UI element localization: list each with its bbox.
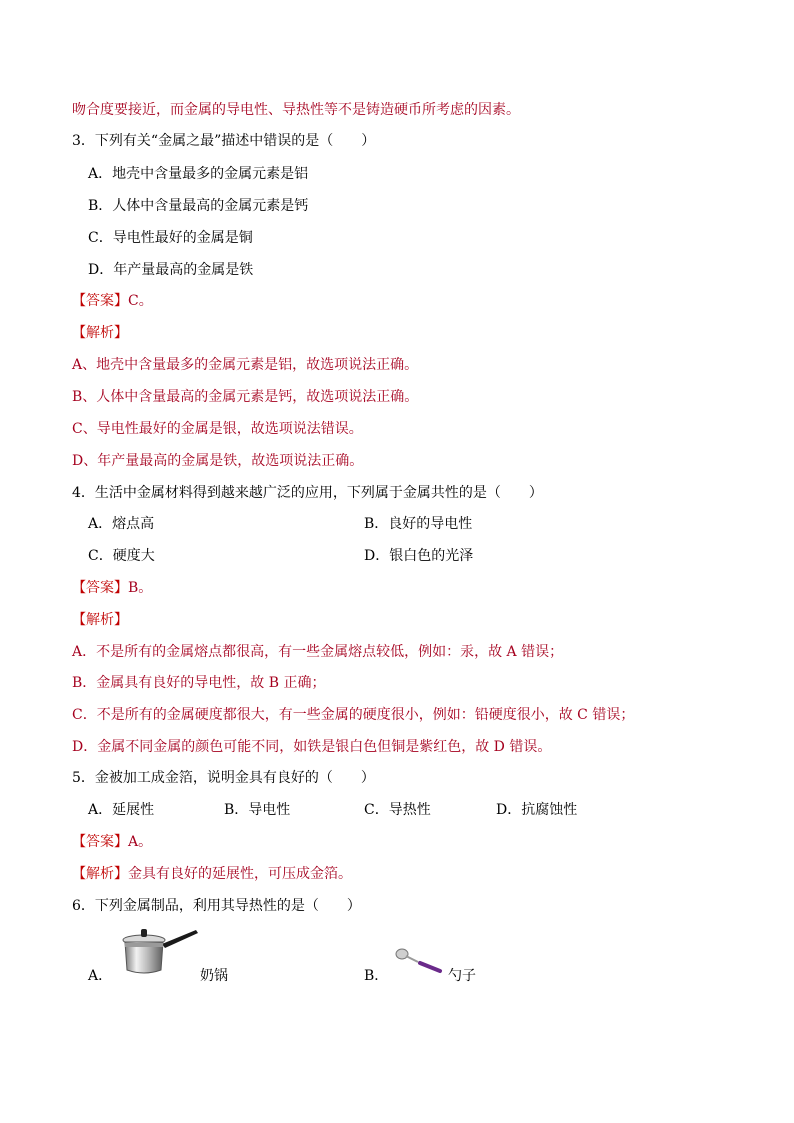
question-3-option-c: C．导电性最好的金属是铜 (88, 230, 253, 246)
question-5-option-d: D．抗腐蚀性 (496, 802, 578, 818)
question-4-option-b: B．良好的导电性 (364, 516, 473, 532)
question-6-option-b-letter: B． (364, 968, 389, 984)
question-5-analysis (72, 864, 352, 884)
question-5-stem: 5．金被加工成金箔，说明金具有良好的（ ） (72, 770, 375, 786)
question-3-stem: 3．下列有关“金属之最”描述中错误的是（ ） (72, 133, 376, 149)
question-3-option-a: A．地壳中含量最多的金属元素是铝 (88, 166, 309, 182)
question-4-analysis-b: B．金属具有良好的导电性，故 B 正确； (72, 675, 326, 691)
answer-tag: 【答案】 (72, 834, 128, 850)
answer-tag: 【答案】 (72, 293, 128, 309)
answer-value: B。 (128, 580, 153, 596)
question-6-option-a-letter: A． (88, 968, 113, 984)
question-4-answer (72, 578, 152, 598)
analysis-tag: 【解析】 (72, 866, 128, 882)
answer-value: A。 (128, 834, 153, 850)
question-4-option-d: D．银白色的光泽 (364, 548, 474, 564)
question-6-stem: 6．下列金属制品，利用其导热性的是（ ） (72, 898, 361, 914)
question-3-analysis-b: B、人体中含量最高的金属元素是钙，故选项说法正确。 (72, 389, 419, 405)
question-3-analysis-d: D、年产量最高的金属是铁，故选项说法正确。 (72, 453, 364, 469)
question-5-option-a: A．延展性 (88, 802, 155, 818)
question-4-option-a: A．熔点高 (88, 516, 155, 532)
answer-value: C。 (128, 293, 153, 309)
question-4-stem: 4．生活中金属材料得到越来越广泛的应用，下列属于金属共性的是（ ） (72, 485, 543, 501)
answer-tag: 【答案】 (72, 580, 128, 596)
milk-pot-icon (118, 924, 200, 976)
question-4-analysis-tag: 【解析】 (72, 612, 128, 628)
question-4-analysis-c: C．不是所有的金属硬度都很大，有一些金属的硬度很小，例如：铅硬度很小，故 C 错误； (72, 707, 635, 723)
spoon-icon (392, 946, 444, 974)
question-6-option-a-label: 奶锅 (200, 968, 228, 984)
analysis-text: 金具有良好的延展性，可压成金箔。 (128, 866, 352, 882)
question-6-option-b-label: 勺子 (448, 968, 476, 984)
question-3-analysis-tag: 【解析】 (72, 325, 128, 341)
question-3-option-d: D．年产量最高的金属是铁 (88, 262, 254, 278)
question-5-answer (72, 832, 152, 852)
question-4-option-c: C．硬度大 (88, 548, 155, 564)
question-5-option-c: C．导热性 (364, 802, 431, 818)
question-5-option-b: B．导电性 (224, 802, 291, 818)
question-4-analysis-d: D．金属不同金属的颜色可能不同，如铁是银白色但铜是紫红色，故 D 错误。 (72, 739, 552, 755)
question-3-answer (72, 291, 153, 311)
question-3-option-b: B．人体中含量最高的金属元素是钙 (88, 198, 309, 214)
question-3-analysis-c: C、导电性最好的金属是银，故选项说法错误。 (72, 421, 363, 437)
question-4-analysis-a: A．不是所有的金属熔点都很高，有一些金属熔点较低，例如：汞，故 A 错误； (72, 644, 564, 660)
analysis-continuation: 吻合度要接近，而金属的导电性、导热性等不是铸造硬币所考虑的因素。 (72, 102, 520, 118)
question-3-analysis-a: A、地壳中含量最多的金属元素是铝，故选项说法正确。 (72, 357, 419, 373)
